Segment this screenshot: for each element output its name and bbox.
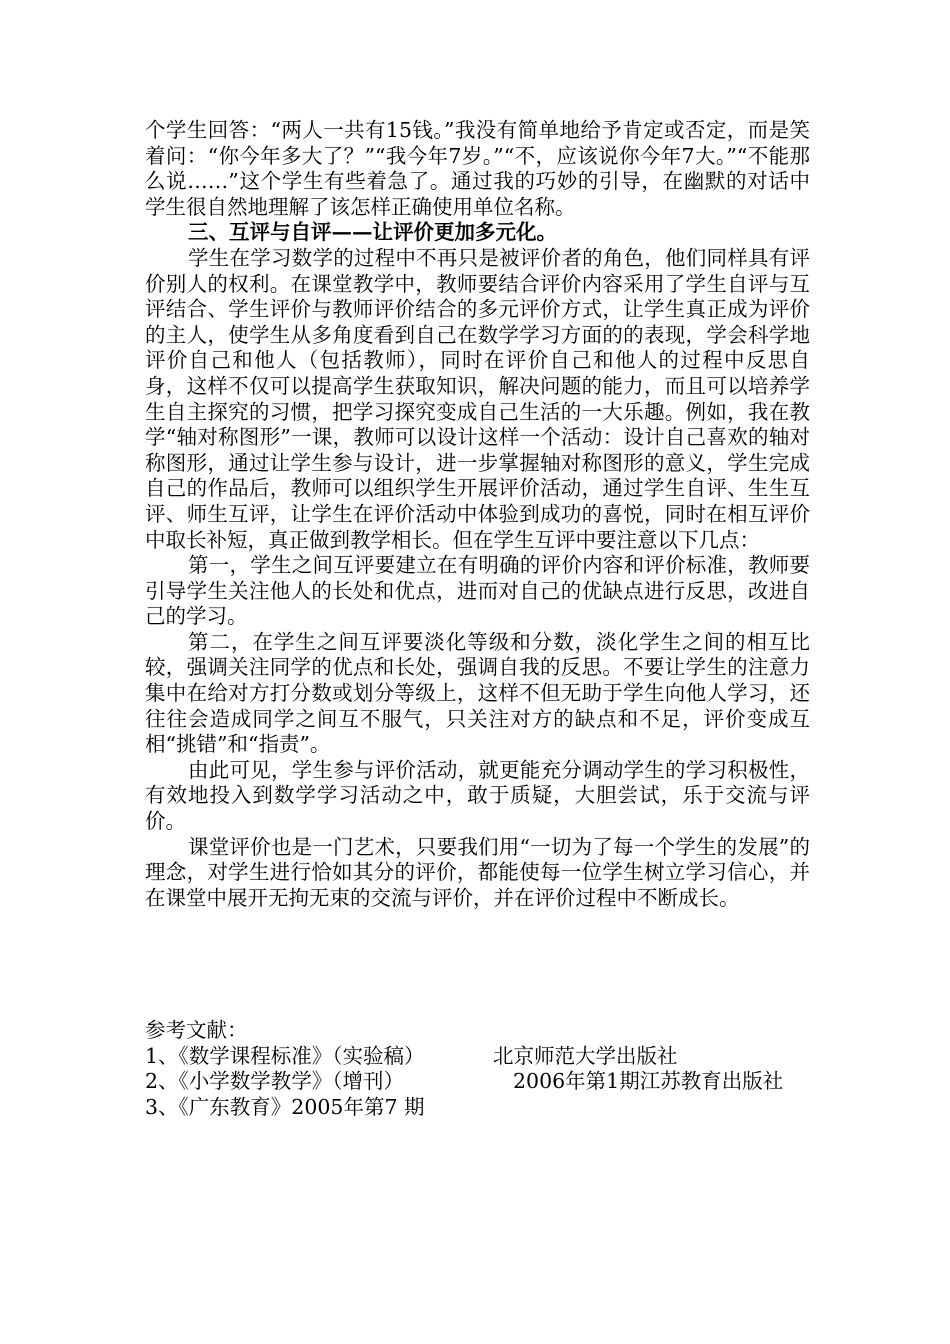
references-title: 参考文献： — [145, 1018, 248, 1042]
intro-paragraph: 个学生回答：“两人一共有15钱。”我没有简单地给予肯定或否定，而是笑着问：“你今年多大了？”“我今年7岁。”“不，应该说你今年7大。”“不能那么说……”这个学生有些着急了。通过我的巧妙的引导，在幽默的对话中学生很自然地理解了该怎样正确使用单位名称。 — [145, 118, 810, 219]
reference-item-3-source: 3、《广东教育》2005年第7 期 — [145, 1094, 425, 1119]
body-paragraph-5: 课堂评价也是一门艺术，只要我们用“一切为了每一个学生的发展”的理念，对学生进行恰如其分的评价，都能使每一位学生树立学习信心，并在课堂中展开无拘无束的交流与评价，并在评价过程中不断成长。 — [145, 834, 810, 910]
section-heading: 三、互评与自评——让评价更加多元化。 — [188, 220, 557, 245]
reference-item-1-publisher: 北京师范大学出版社 — [493, 1043, 678, 1068]
body-paragraph-3: 第二，在学生之间互评要淡化等级和分数，淡化学生之间的相互比较，强调关注同学的优点和长处，强调自我的反思。不要让学生的注意力集中在给对方打分数或划分等级上，这样不但无助于学生向他人学习，还往往会造成同学之间互不服气，只关注对方的缺点和不足，评价变成互相“挑错”和“指责”。 — [145, 629, 810, 757]
reference-item-1 — [145, 1044, 825, 1070]
reference-item-2-publisher: 2006年第1期江苏教育出版社 — [513, 1069, 784, 1094]
references-section — [145, 1018, 825, 1120]
reference-item-2-source: 2、《小学数学教学》（增刊） — [145, 1069, 405, 1094]
body-paragraph-2: 第一，学生之间互评要建立在有明确的评价内容和评价标准，教师要引导学生关注他人的长处和优点，进而对自己的优缺点进行反思，改进自己的学习。 — [145, 553, 810, 629]
reference-item-2 — [145, 1069, 825, 1095]
reference-item-1-source: 1、《数学课程标准》（实验稿） — [145, 1043, 425, 1068]
document-body — [145, 118, 810, 911]
body-paragraph-1: 学生在学习数学的过程中不再只是被评价者的角色，他们同样具有评价别人的权利。在课堂教学中，教师要结合评价内容采用了学生自评与互评结合、学生评价与教师评价结合的多元评价方式，让学生真正成为评价的主人，使学生从多角度看到自己在数学学习方面的的表现，学会科学地评价自己和他人（包括教师），同时在评价自己和他人的过程中反思自身，这样不仅可以提高学生获取知识，解决问题的能力，而且可以培养学生自主探究的习惯，把学习探究变成自己生活的一大乐趣。例如，我在教学“轴对称图形”一课，教师可以设计这样一个活动：设计自己喜欢的轴对称图形，通过让学生参与设计，进一步掌握轴对称图形的意义，学生完成自己的作品后，教师可以组织学生开展评价活动，通过学生自评、生生互评、师生互评，让学生在评价活动中体验到成功的喜悦，同时在相互评价中取长补短，真正做到教学相长。但在学生互评中要注意以下几点： — [145, 245, 810, 552]
reference-item-3 — [145, 1095, 825, 1121]
body-paragraph-4: 由此可见，学生参与评价活动，就更能充分调动学生的学习积极性，有效地投入到数学学习活动之中，敢于质疑，大胆尝试，乐于交流与评价。 — [145, 757, 810, 834]
